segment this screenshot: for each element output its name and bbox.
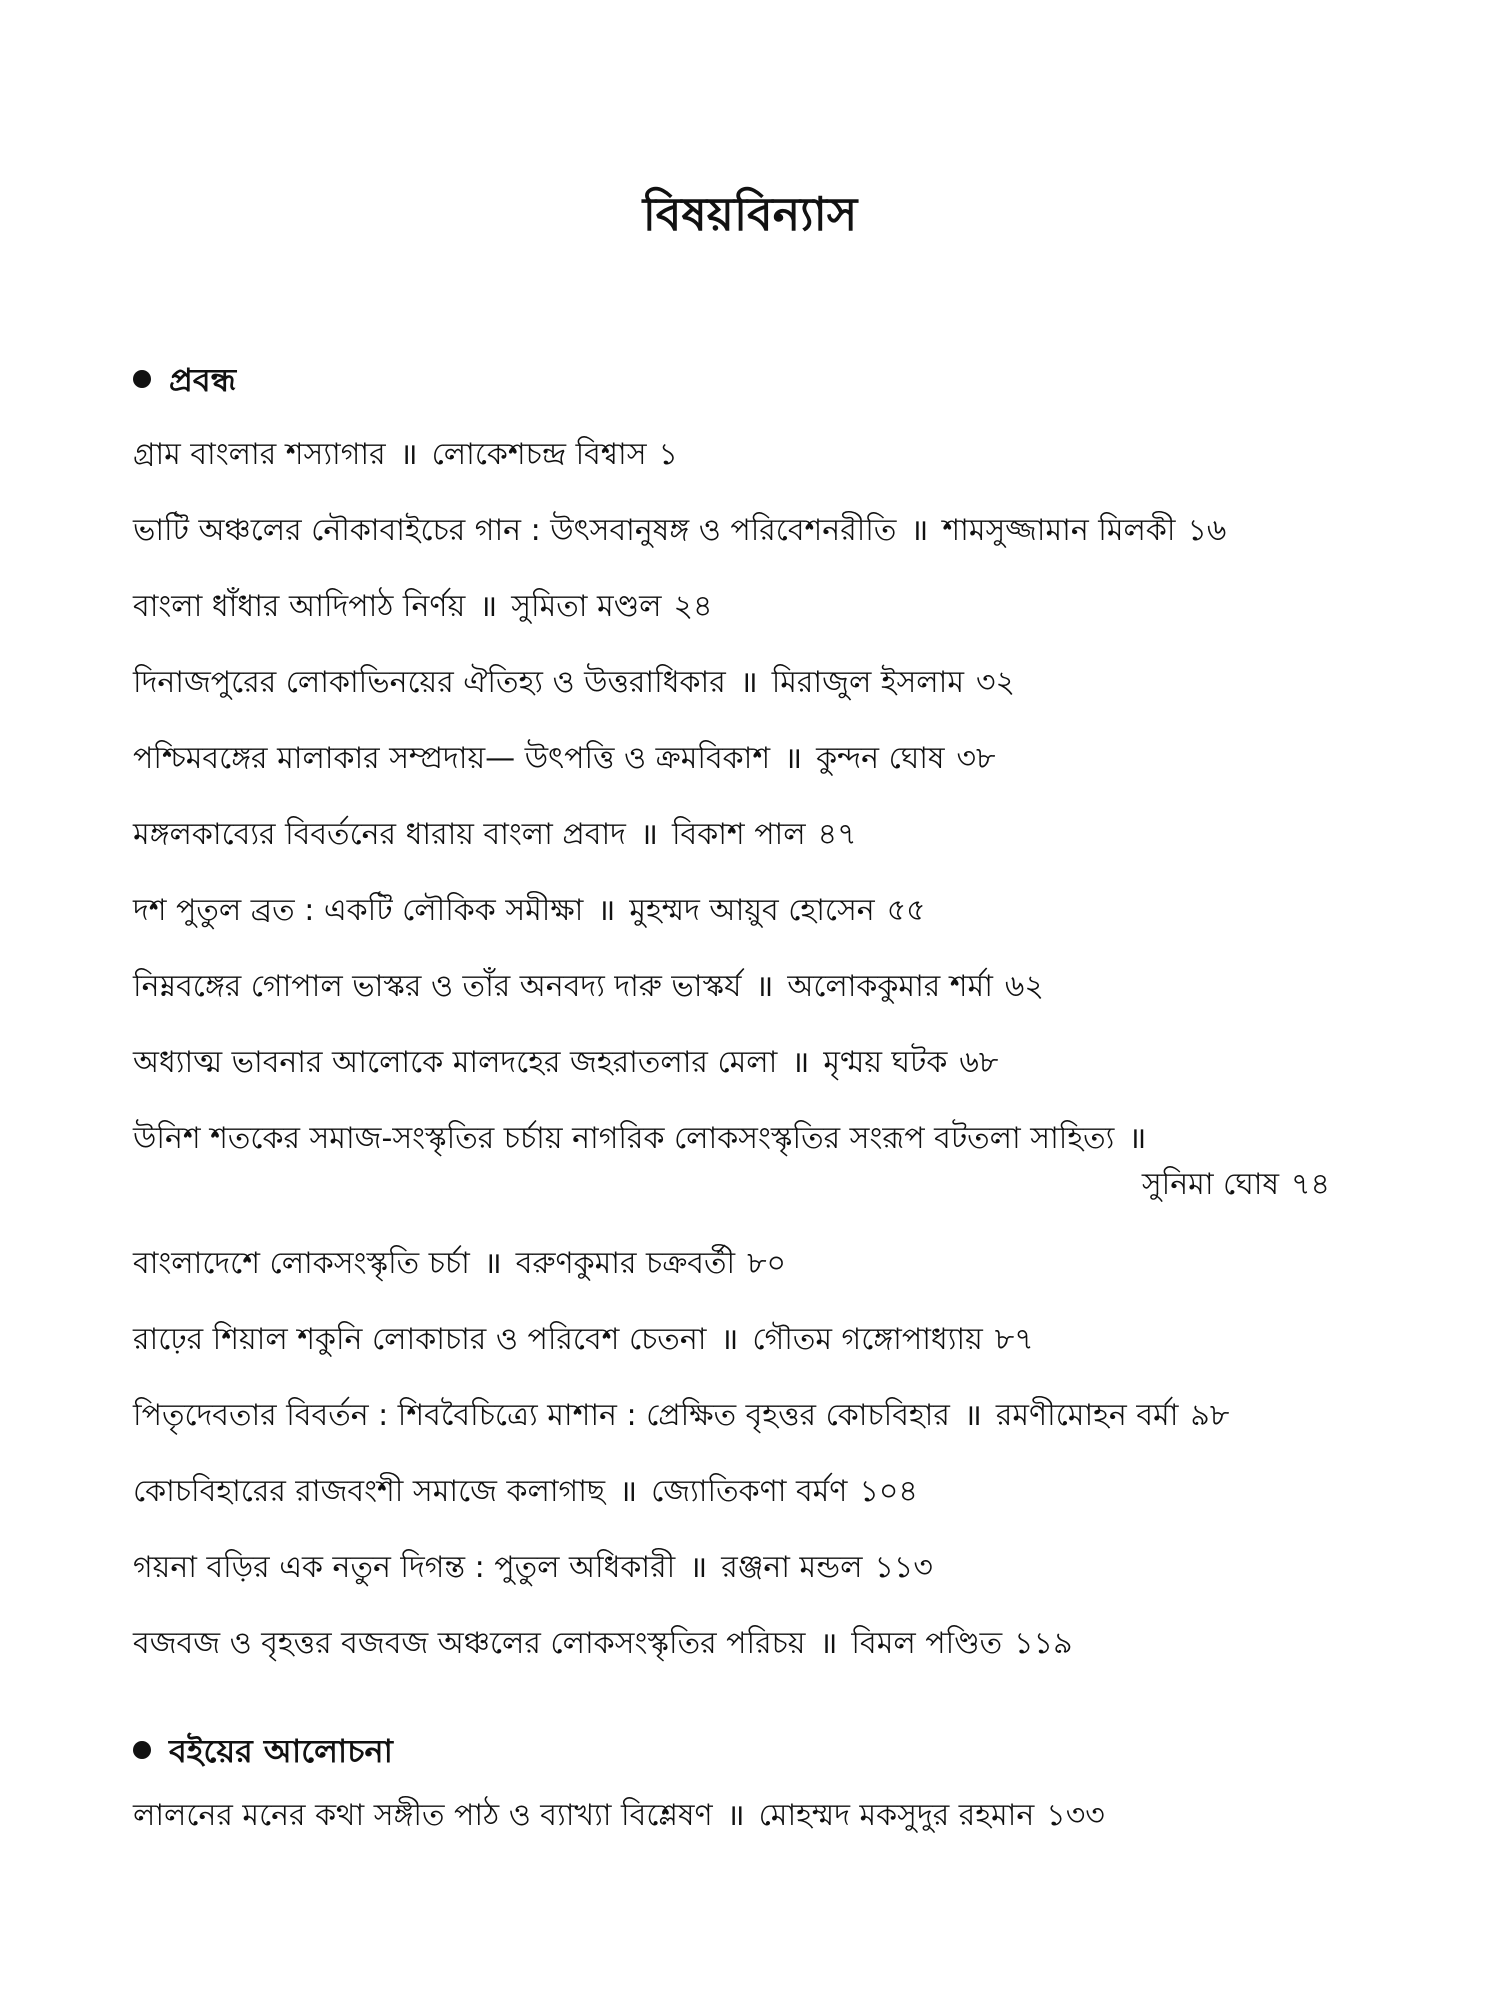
- entry-separator: ॥: [755, 969, 774, 1004]
- toc-entry: [133, 1393, 1368, 1469]
- entry-separator: ॥: [639, 817, 658, 852]
- entry-separator: ॥: [819, 1626, 838, 1661]
- entry-page: ৩৮: [956, 741, 996, 776]
- entry-author: বরুণকুমার চক্রবর্তী: [515, 1246, 736, 1281]
- entry-separator: ॥: [963, 1398, 982, 1433]
- section-heading: [133, 360, 1368, 400]
- entry-page: ১১৩: [874, 1550, 933, 1585]
- entry-separator: ॥: [784, 741, 803, 776]
- entry-title: গয়না বড়ির এক নতুন দিগন্ত : পুতুল অধিকারী: [133, 1550, 676, 1585]
- entry-author: গৌতম গঙ্গোপাধ্যায়: [752, 1322, 983, 1357]
- entry-title: বাংলাদেশে লোকসংস্কৃতি চর্চা: [133, 1246, 470, 1281]
- entry-author: লোকেশচন্দ্র বিশ্বাস: [431, 437, 647, 472]
- entry-author: সুমিতা মণ্ডল: [511, 589, 662, 624]
- entry-author: কুন্দন ঘোষ: [816, 741, 945, 776]
- entry-author: মিরাজুল ইসলাম: [771, 665, 964, 700]
- entry-page: ৪৭: [817, 817, 857, 852]
- entry-author: মৃণ্ময় ঘটক: [823, 1045, 948, 1080]
- entry-title: দশ পুতুল ব্রত : একটি লৌকিক সমীক্ষা: [133, 893, 584, 928]
- entry-separator: ॥: [739, 665, 758, 700]
- entry-title: রাঢ়ের শিয়াল শকুনি লোকাচার ও পরিবেশ চেতনা: [133, 1322, 707, 1357]
- entry-page: ২৪: [673, 589, 713, 624]
- page-title: বিষয়বিন্যাস: [642, 187, 858, 241]
- entry-page: ৮৭: [994, 1322, 1034, 1357]
- entry-page: ৭৪: [1291, 1167, 1330, 1202]
- section-heading-label: প্রবন্ধ: [169, 361, 237, 399]
- toc-list: [133, 1793, 1368, 1869]
- section-book-reviews: [133, 1731, 1368, 1869]
- entry-title: মঙ্গলকাব্যের বিবর্তনের ধারায় বাংলা প্রবাদ: [133, 817, 626, 852]
- entry-title: পিতৃদেবতার বিবর্তন : শিববৈচিত্র্যে মাশান : প্রেক্ষিত বৃহত্তর কোচবিহার: [133, 1398, 950, 1433]
- bullet-icon: [133, 370, 151, 388]
- entry-separator: ॥: [726, 1798, 745, 1833]
- entry-page: ৯৮: [1190, 1398, 1230, 1433]
- entry-title: ভাটি অঞ্চলের নৌকাবাইচের গান : উৎসবানুষঙ্গ ও পরিবেশনরীতি: [133, 513, 897, 548]
- entry-separator: ॥: [597, 893, 616, 928]
- entry-title: নিম্নবঙ্গের গোপাল ভাস্কর ও তাঁর অনবদ্য দারু ভাস্কর্য: [133, 969, 742, 1004]
- entry-author: রঞ্জনা মন্ডল: [721, 1550, 863, 1585]
- entry-title: উনিশ শতকের সমাজ-সংস্কৃতির চর্চায় নাগরিক লোকসংস্কৃতির সংরূপ বটতলা সাহিত্য: [133, 1121, 1115, 1156]
- toc-entry: [133, 660, 1368, 736]
- entry-separator: ॥: [910, 513, 929, 548]
- bullet-icon: [133, 1741, 151, 1759]
- entry-author: বিকাশ পাল: [671, 817, 806, 852]
- section-articles: [133, 360, 1368, 1697]
- entry-page: ৬২: [1004, 969, 1044, 1004]
- entry-separator: ॥: [619, 1474, 638, 1509]
- entry-page: ১: [658, 437, 678, 472]
- entry-author: বিমল পণ্ডিত: [851, 1626, 1003, 1661]
- entry-page: ৬৮: [959, 1045, 999, 1080]
- entry-title: পশ্চিমবঙ্গের মালাকার সম্প্রদায়— উৎপত্তি ও ক্রমবিকাশ: [133, 741, 771, 776]
- entry-title: দিনাজপুরের লোকাভিনয়ের ঐতিহ্য ও উত্তরাধিকার: [133, 665, 726, 700]
- entry-separator: ॥: [689, 1550, 708, 1585]
- toc-entry: [133, 888, 1368, 964]
- entry-separator: ॥: [479, 589, 498, 624]
- entry-title: কোচবিহারের রাজবংশী সমাজে কলাগাছ: [133, 1474, 606, 1509]
- entry-page: ১৬: [1187, 513, 1227, 548]
- entry-title: বজবজ ও বৃহত্তর বজবজ অঞ্চলের লোকসংস্কৃতির পরিচয়: [133, 1626, 806, 1661]
- toc-entry: [133, 508, 1368, 584]
- entry-page: ৩২: [976, 665, 1016, 700]
- entry-separator: ॥: [399, 437, 418, 472]
- toc-entry: [133, 1116, 1368, 1241]
- toc-entry: [133, 1040, 1368, 1116]
- entry-author: অলোককুমার শর্মা: [787, 969, 993, 1004]
- entry-author: রমণীমোহন বর্মা: [995, 1398, 1179, 1433]
- entry-author: মোহম্মদ মকসুদুর রহমান: [758, 1798, 1035, 1833]
- entry-page: ৫৫: [886, 893, 926, 928]
- toc-entry: [133, 1621, 1368, 1697]
- toc-entry: [133, 432, 1368, 508]
- toc-entry: [133, 1317, 1368, 1393]
- section-heading-label: বইয়ের আলোচনা: [169, 1732, 393, 1770]
- entry-title: গ্রাম বাংলার শস্যাগার: [133, 437, 386, 472]
- entry-author: মুহম্মদ আয়ুব হোসেন: [629, 893, 875, 928]
- toc-entry: [133, 812, 1368, 888]
- toc-entry: [133, 1241, 1368, 1317]
- entry-title: অধ্যাত্ম ভাবনার আলোকে মালদহের জহরাতলার মেলা: [133, 1045, 778, 1080]
- entry-author: সুনিমা ঘোষ: [1141, 1167, 1280, 1202]
- entry-byline: [133, 1162, 1368, 1208]
- entry-separator: ॥: [1128, 1121, 1147, 1156]
- toc-entry: [133, 964, 1368, 1040]
- entry-page: ১১৯: [1014, 1626, 1073, 1661]
- entry-separator: ॥: [791, 1045, 810, 1080]
- entry-title: লালনের মনের কথা সঙ্গীত পাঠ ও ব্যাখ্যা বিশ্লেষণ: [133, 1798, 713, 1833]
- entry-title: বাংলা ধাঁধার আদিপাঠ নির্ণয়: [133, 589, 466, 624]
- section-heading: [133, 1731, 1368, 1771]
- entry-separator: ॥: [483, 1246, 502, 1281]
- entry-page: ৮০: [747, 1246, 787, 1281]
- toc-entry: [133, 1545, 1368, 1621]
- entry-page: ১০৪: [859, 1474, 918, 1509]
- entry-author: জ্যোতিকণা বর্মণ: [651, 1474, 848, 1509]
- toc-entry: [133, 736, 1368, 812]
- toc-entry: [133, 1793, 1368, 1869]
- entry-separator: ॥: [720, 1322, 739, 1357]
- entry-author: শামসুজ্জামান মিলকী: [942, 513, 1176, 548]
- toc-entry: [133, 584, 1368, 660]
- entry-page: ১৩৩: [1046, 1798, 1105, 1833]
- toc-list: [133, 432, 1368, 1697]
- toc-entry: [133, 1469, 1368, 1545]
